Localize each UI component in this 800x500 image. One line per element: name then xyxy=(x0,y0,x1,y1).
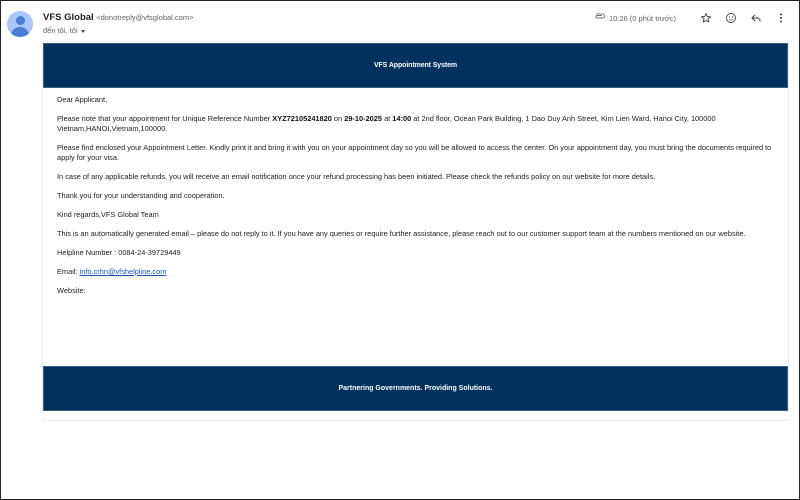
more-vert-icon xyxy=(775,12,787,24)
email-content xyxy=(43,88,788,296)
more-options-button[interactable] xyxy=(773,10,789,26)
header-banner xyxy=(43,43,788,88)
star-icon xyxy=(700,12,712,24)
message-divider xyxy=(42,420,789,421)
email-contact-line xyxy=(57,267,774,277)
greeting: Dear Applicant, xyxy=(57,95,108,104)
sender-name[interactable]: VFS Global xyxy=(43,12,94,23)
recipients-line[interactable] xyxy=(43,26,85,35)
email-body xyxy=(42,43,789,411)
reference-number: XYZ72105241820 xyxy=(272,114,332,123)
sender-email: <donotreply@vfsglobal.com> xyxy=(96,13,194,22)
p1-suffix: at 2nd floor, Ocean Park Building, 1 Dao Duy Anh Street, Kim Lien Ward, Hanoi City, 100000 Vietnam,HANOI,Vietnam,100000. xyxy=(57,114,716,133)
message-meta xyxy=(594,10,789,26)
add-reaction-button[interactable] xyxy=(723,10,739,26)
emoji-icon xyxy=(725,12,737,24)
website-label: Website: xyxy=(57,286,86,295)
email-label: Email: xyxy=(57,267,80,276)
helpline-number: Helpline Number : 0084-24-39729449 xyxy=(57,248,181,257)
letter-paragraph: Please find enclosed your Appointment Letter. Kindly print it and bring it with you on your appointment day so you will be allowed to access the center. On your appointment day, you must bring the documents required to apply for your visa. xyxy=(57,143,772,162)
show-details-caret-icon[interactable] xyxy=(81,30,85,33)
banner-title: VFS Appointment System xyxy=(373,62,458,69)
appointment-paragraph xyxy=(57,114,774,134)
message-time: 10:26 (0 phút trước) xyxy=(608,13,676,23)
footer-banner xyxy=(43,366,788,411)
star-button[interactable] xyxy=(698,10,714,26)
thanks-paragraph: Thank you for your understanding and cooperation. xyxy=(57,191,225,200)
appointment-time: 14:00 xyxy=(392,114,412,123)
footer-tagline: Partnering Governments. Providing Solutions. xyxy=(338,385,493,392)
reply-icon xyxy=(750,12,762,24)
sender-line xyxy=(43,12,193,23)
support-email-link[interactable]: info.crhn@vfshelpline.com xyxy=(79,267,167,276)
sender-avatar[interactable] xyxy=(7,11,33,37)
p1-on: on xyxy=(331,114,345,123)
refund-paragraph: In case of any applicable refunds, you will receive an email notification once your refund processing has been initiated. Please check the refunds policy on our website for more details. xyxy=(57,172,656,181)
attachment-icon xyxy=(594,13,605,19)
reply-button[interactable] xyxy=(748,10,764,26)
recipients-text: đến tôi, tôi xyxy=(43,26,78,35)
avatar-head-shape xyxy=(16,16,25,25)
avatar-body-shape xyxy=(11,27,29,37)
appointment-date: 29-10-2025 xyxy=(344,114,383,123)
p1-prefix: Please note that your appointment for Unique Reference Number xyxy=(57,114,273,123)
email-header xyxy=(1,1,799,43)
auto-generated-notice: This is an automatically generated email – please do not reply to it. If you have any queries or require further assistance, please reach out to our customer support team at the numbers mentioned on our website. xyxy=(57,229,746,238)
regards-paragraph: Kind regards,VFS Global Team xyxy=(57,210,159,219)
p1-at: at xyxy=(382,114,393,123)
